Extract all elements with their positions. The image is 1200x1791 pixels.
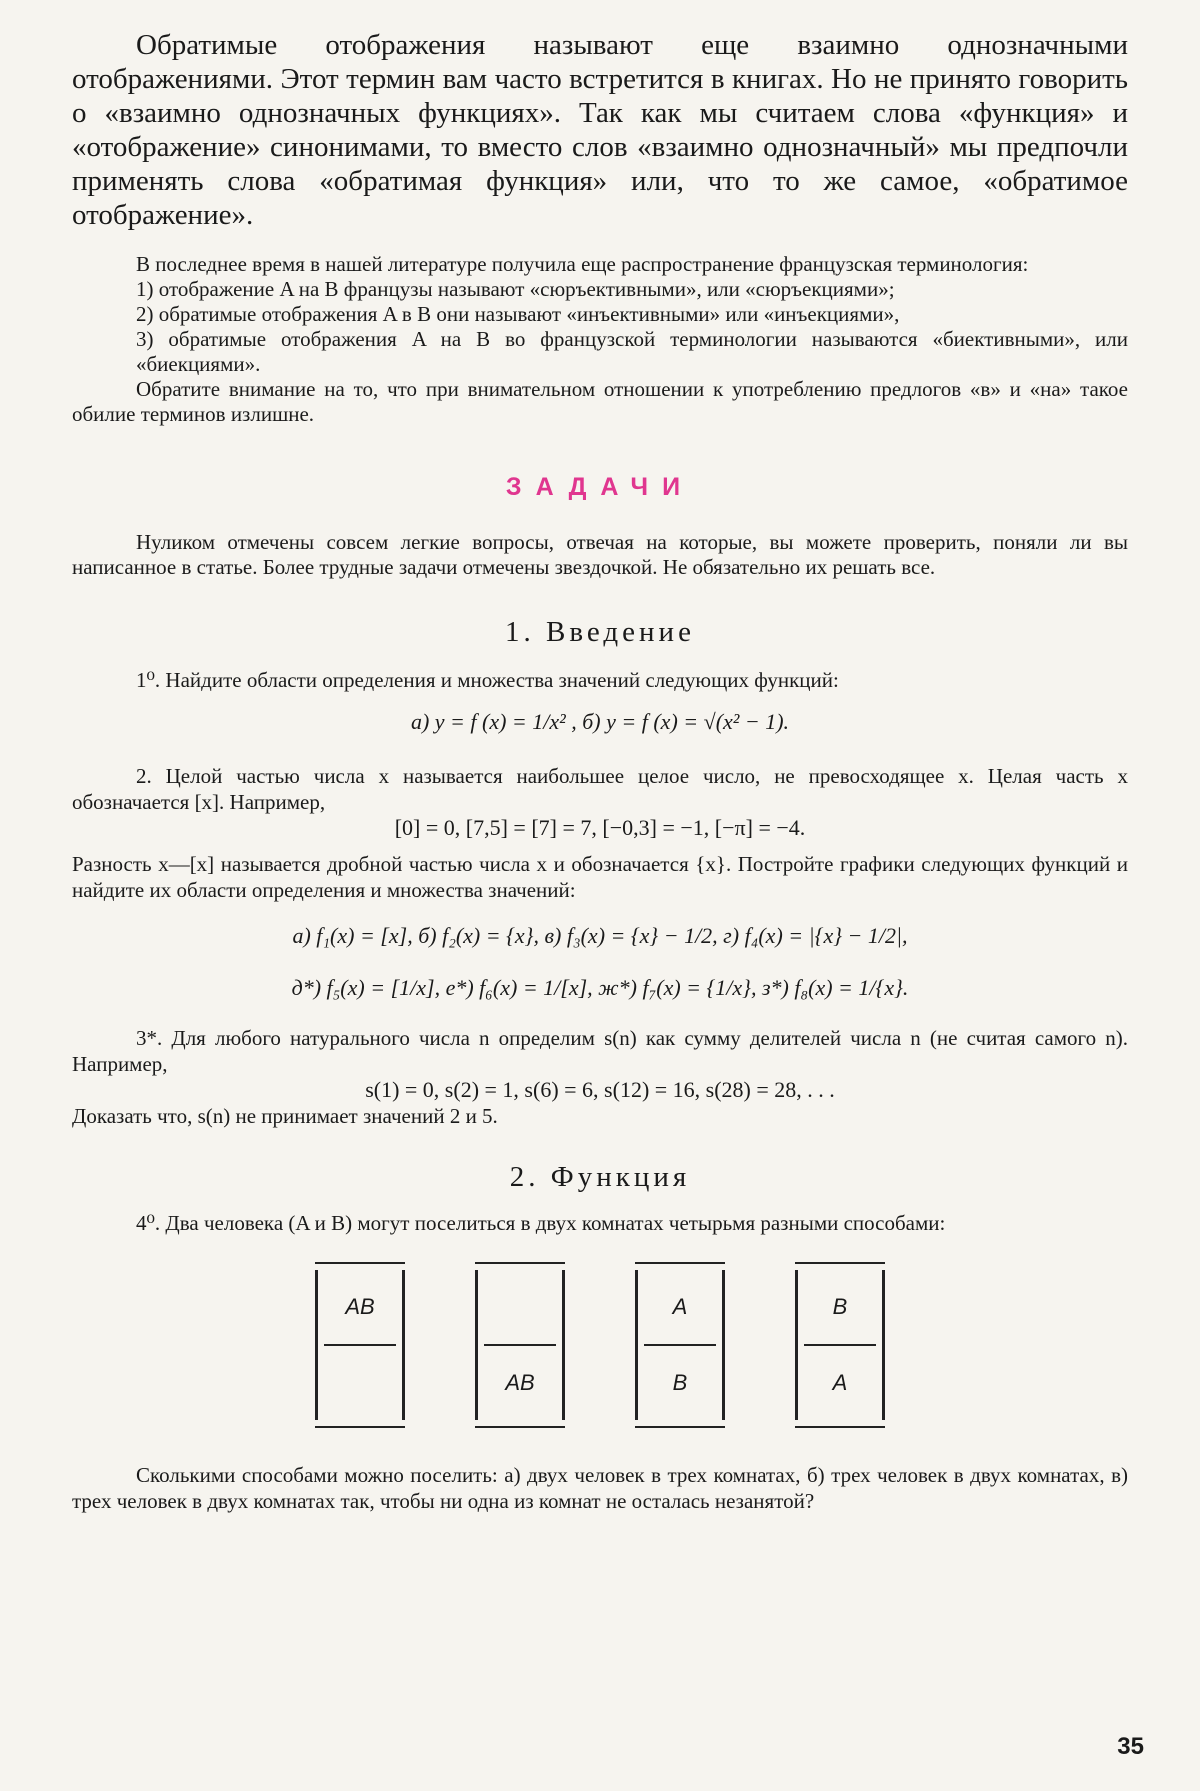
- problem-2-functions-row-2: д*) f₅(x) = [1/x], е*) f₆(x) = 1/[x], ж*) f₇(x) = {1/x}, з*) f₈(x) = 1/{x}.: [291, 975, 909, 1000]
- room-upper: B: [832, 1294, 848, 1319]
- intro-paragraph: Обратимые отображения называют еще взаимно однозначными отображениями. Этот термин вам часто встретится в книгах. Но не принято говорить о «взаимно однозначных функциях». Так как мы считаем слова «функция» и «отображение» синонимами, то вместо слов «взаимно однозначный» мы предпочли применять слова «обратимая функция» или, что то же самое, «обратимое отображение».: [72, 29, 1128, 231]
- room-lower: AB: [505, 1370, 535, 1395]
- terminology-item-3: 3) обратимые отображения A на B во французской терминологии называются «биективными», или «биекциями».: [136, 327, 1128, 376]
- tasks-heading: ЗАДАЧИ: [505, 473, 695, 501]
- problem-3-examples: s(1) = 0, s(2) = 1, s(6) = 6, s(12) = 16, s(28) = 28, . . .: [365, 1077, 835, 1102]
- terminology-item-2: 2) обратимые отображения A в B они называют «инъективными» или «инъекциями»,: [136, 302, 900, 326]
- section-2-title: 2. Функция: [509, 1161, 691, 1193]
- tasks-intro: Нуликом отмечены совсем легкие вопросы, отвечая на которые, вы можете проверить, поняли ли вы написанное в статье. Более трудные задачи отмечены звездочкой. Не обязательно их решать все.: [72, 530, 1128, 579]
- problem-2-continued: Разность x—[x] называется дробной частью числа x и обозначается {x}. Постройте графики следующих функций и найдите их области определения и множества значений:: [72, 852, 1128, 902]
- room-arrangement: [475, 1270, 565, 1420]
- terminology-item-1: 1) отображение A на B французы называют «сюръективными», или «сюръекциями»;: [136, 277, 895, 301]
- problem-2-functions-row-1: а) f₁(x) = [x], б) f₂(x) = {x}, в) f₃(x) = {x} − 1/2, г) f₄(x) = |{x} − 1/2|,: [292, 923, 908, 948]
- problem-1: 1⁰. Найдите области определения и множества значений следующих функций:: [136, 668, 839, 692]
- problem-3-task: Доказать что, s(n) не принимает значений 2 и 5.: [72, 1104, 498, 1128]
- prepositions-note: Обратите внимание на то, что при внимательном отношении к употреблению предлогов «в» и «на» такое обилие терминов излишне.: [72, 377, 1128, 426]
- room-lower: [318, 1346, 402, 1420]
- page-number: 35: [1117, 1733, 1144, 1760]
- problem-1-formulas: а) y = f (x) = 1/x² , б) y = f (x) = √(x² − 1).: [410, 709, 790, 734]
- room-upper: [478, 1270, 562, 1344]
- problem-4: 4⁰. Два человека (A и B) могут поселиться в двух комнатах четырьмя разными способами:: [136, 1211, 946, 1235]
- room-upper: AB: [345, 1294, 375, 1319]
- problem-2: 2. Целой частью числа x называется наибольшее целое число, не превосходящее x. Целая часть x обозначается [x]. Например,: [72, 764, 1128, 814]
- room-lower: B: [672, 1370, 688, 1395]
- problem-3: 3*. Для любого натурального числа n определим s(n) как сумму делителей числа n (не считая самого n). Например,: [72, 1026, 1128, 1076]
- room-arrangement: [635, 1270, 725, 1420]
- section-1-title: 1. Введение: [505, 616, 695, 648]
- room-lower: A: [832, 1370, 848, 1395]
- room-arrangement: [795, 1270, 885, 1420]
- rooms-diagram: [72, 1270, 1128, 1420]
- room-arrangement: [315, 1270, 405, 1420]
- problem-2-examples: [0] = 0, [7,5] = [7] = 7, [−0,3] = −1, [−π] = −4.: [394, 815, 806, 840]
- terminology-paragraph: В последнее время в нашей литературе получила еще распространение французская терминология:: [136, 252, 1029, 276]
- page: [72, 28, 1128, 1514]
- problem-4-question: Сколькими способами можно поселить: а) двух человек в трех комнатах, б) трех человек в двух комнатах, в) трех человек в двух комнатах так, чтобы ни одна из комнат не осталась незанятой?: [72, 1463, 1128, 1513]
- room-upper: A: [672, 1294, 688, 1319]
